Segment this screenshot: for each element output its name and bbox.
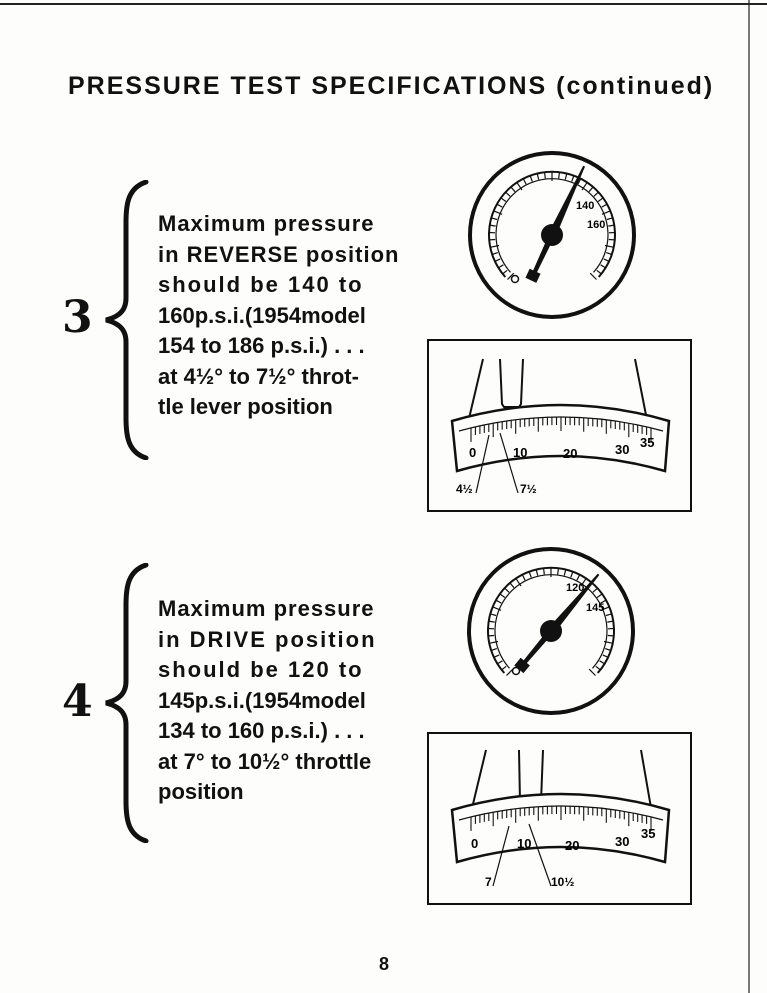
spec-line: in REVERSE position [158,241,400,267]
throttle-scale-box [427,732,692,905]
marker-label: 7 [485,875,492,889]
gauge-tick [496,600,501,603]
gauge-tick [510,583,514,588]
marker-label: 7½ [520,482,537,496]
gauge-tick [594,192,598,196]
spec-line: Maximum pressure [158,211,375,236]
left-brace [104,180,154,460]
spec-text [158,594,408,808]
gauge-label-high: 160 [587,219,606,231]
gauge-tick [544,568,545,574]
gauge-tick [522,575,525,580]
gauge-tick [607,621,613,622]
page-title: PRESSURE TEST SPECIFICATIONS (continued) [68,72,715,100]
gauge-tick [536,570,537,576]
gauge-tick [601,265,606,268]
gauge-tick [564,570,565,576]
marker-label: 10½ [551,875,575,889]
gauge-tick [490,225,496,226]
spec-line: at 7° to 10½° throttle [158,748,372,774]
gauge-tick [605,649,611,651]
gauge-tick [589,187,593,192]
gauge-tick [572,176,574,182]
spec-line: 160p.s.i.(1954model [158,302,366,328]
gauge-tick [593,588,597,592]
scale-label: 35 [641,826,656,841]
spec-line: 134 to 160 p.s.i.) . . . [158,718,365,743]
gauge-tick [529,572,531,578]
spec-line: position [158,779,244,804]
spec-line: should be 140 to [158,272,364,297]
scale-label: 30 [615,442,630,457]
gauge-tick [530,176,532,182]
gauge-tick [490,614,496,616]
spec-line: tle lever position [158,394,333,419]
gauge-tick [606,614,612,616]
gauge-tick [577,575,580,580]
gauge-tick [497,661,502,664]
gauge-tick [500,594,505,598]
gauge-label-low: 120 [566,582,585,594]
gauge-tick [492,253,498,255]
spec-line: should be 120 to [158,657,364,682]
gauge-tick [600,661,605,664]
spec-text [158,209,408,423]
gauge-tick [489,621,495,622]
gauge-tick [491,649,497,651]
scale-label: 0 [471,836,479,851]
gauge-tick [503,270,508,274]
gauge-tick [602,204,607,207]
gauge-tick [505,588,509,592]
page-number: 8 [378,954,389,974]
spec-line: in DRIVE position [158,626,377,652]
section-number: 3 [62,292,93,343]
throttle-scale [429,341,690,510]
gauge-tick [501,198,506,202]
spec-line: 154 to 186 p.s.i.) . . . [158,333,365,358]
section-number: 4 [62,676,93,727]
scale-arc-outer [452,794,669,862]
scale-label: 10 [513,445,528,460]
gauge-tick [606,253,612,255]
gauge-tick [607,218,613,220]
scale-label: 35 [640,435,655,450]
spec-line: 145p.s.i.(1954model [158,687,366,713]
gauge-tick [511,187,515,192]
left-brace [104,563,154,843]
gauge-tick [498,265,503,268]
spec-line: at 4½° to 7½° throt- [158,363,359,389]
scale-label: 20 [565,838,580,853]
gauge-tick [589,669,595,675]
gauge-tick [523,179,526,184]
gauge-tick [506,192,510,196]
gauge-tick [597,594,602,598]
gauge-tick [502,666,507,670]
right-edge-line [748,0,750,993]
gauge-tick [491,218,497,220]
gauge-label-high: 145 [586,602,605,614]
gauge-tick [603,655,608,658]
gauge-tick [494,655,499,658]
throttle-scale-box [427,339,692,512]
gauge-tick [597,270,602,274]
marker-label: 4½ [456,482,473,496]
scale-label: 0 [469,445,477,460]
gauge-tick [604,259,609,262]
scale-label: 10 [517,836,532,851]
gauge-tick [545,172,546,178]
gauge-tick [495,259,500,262]
pressure-gauge [465,545,637,717]
throttle-scale [429,734,690,903]
gauge-label-low: 140 [576,200,595,212]
gauge-tick [537,174,538,180]
spec-line: Maximum pressure [158,596,375,621]
gauge-tick [558,568,559,574]
scale-arc-outer [452,405,669,471]
scale-label: 20 [563,446,578,461]
gauge-tick [559,172,560,178]
scale-label: 30 [615,834,630,849]
pressure-gauge [466,149,638,321]
gauge-tick [598,198,603,202]
gauge-tick [497,204,502,207]
gauge-tick [608,225,614,226]
gauge-tick [596,666,601,670]
top-edge-line [0,3,767,5]
gauge-tick [590,273,596,279]
gauge-needle [514,570,603,673]
gauge-tick [565,174,566,180]
gauge-tick [571,572,573,578]
